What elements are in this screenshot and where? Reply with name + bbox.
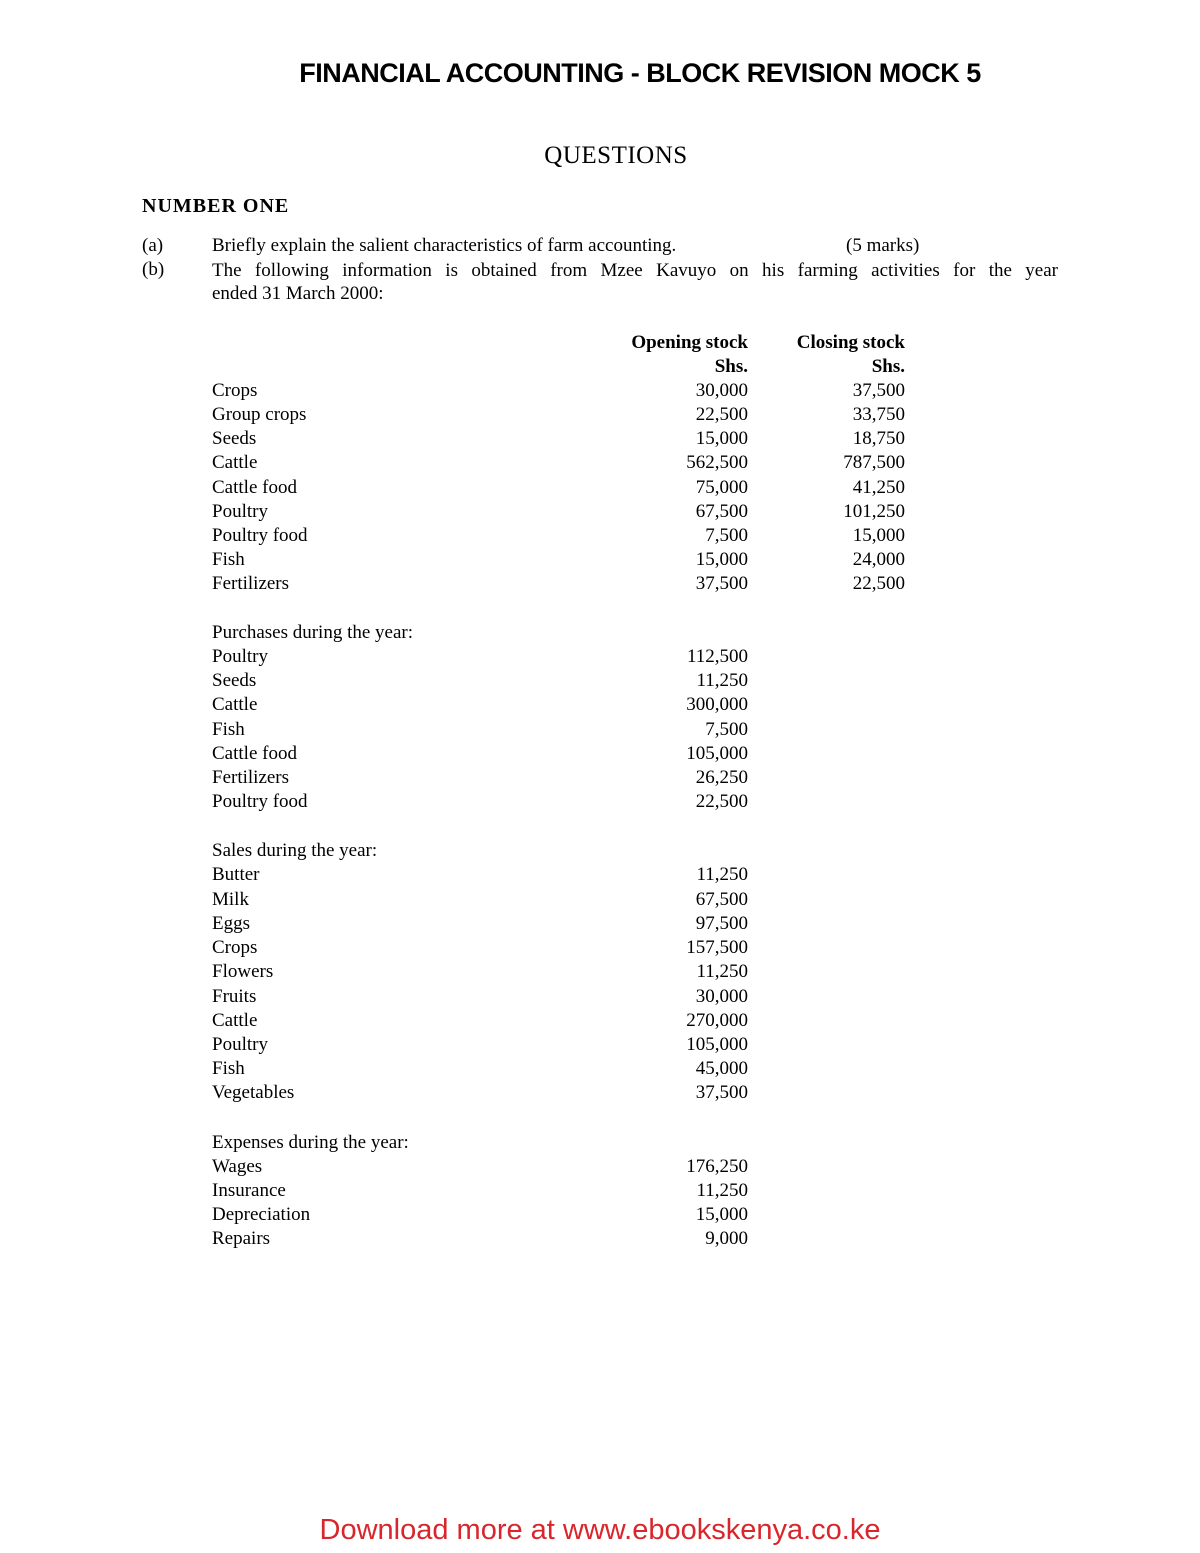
- purchase-amount: 105,000: [686, 743, 748, 764]
- sale-amount: 97,500: [695, 913, 748, 934]
- sale-item: Eggs: [212, 913, 250, 934]
- purchase-amount: 22,500: [695, 791, 748, 812]
- section-heading-questions: QUESTIONS: [544, 142, 688, 169]
- sale-item: Fruits: [212, 986, 257, 1007]
- purchase-item: Cattle: [212, 694, 258, 715]
- closing-stock-value: 15,000: [852, 525, 905, 546]
- sale-item: Butter: [212, 864, 260, 885]
- sale-item: Fish: [212, 1058, 245, 1079]
- purchase-amount: 7,500: [705, 719, 748, 740]
- expense-item: Insurance: [212, 1180, 286, 1201]
- sale-item: Flowers: [212, 961, 274, 982]
- sale-amount: 11,250: [696, 864, 748, 885]
- closing-stock-value: 41,250: [852, 477, 905, 498]
- column-unit-closing: Shs.: [871, 356, 905, 377]
- item-b-text: The following information is obtained from Mzee Kavuyo on his farming activities for the year: [212, 260, 1058, 281]
- sale-amount: 105,000: [686, 1034, 748, 1055]
- opening-stock-value: 75,000: [695, 477, 748, 498]
- sale-item: Crops: [212, 937, 258, 958]
- purchases-heading: Purchases during the year:: [212, 622, 414, 643]
- item-a-marks: (5 marks): [846, 235, 920, 256]
- closing-stock-value: 33,750: [852, 404, 905, 425]
- sale-item: Vegetables: [212, 1082, 295, 1103]
- column-heading-closing: Closing stock: [796, 332, 905, 353]
- opening-stock-value: 37,500: [695, 573, 748, 594]
- opening-stock-value: 15,000: [695, 428, 748, 449]
- column-heading-opening: Opening stock: [631, 332, 748, 353]
- opening-stock-value: 15,000: [695, 549, 748, 570]
- purchase-amount: 300,000: [686, 694, 748, 715]
- stock-item: Seeds: [212, 428, 257, 449]
- expense-amount: 15,000: [695, 1204, 748, 1225]
- expense-amount: 9,000: [705, 1228, 748, 1249]
- stock-item: Crops: [212, 380, 258, 401]
- sale-amount: 270,000: [686, 1010, 748, 1031]
- download-footer-link[interactable]: Download more at www.ebookskenya.co.ke: [319, 1514, 881, 1546]
- purchase-item: Poultry: [212, 646, 268, 667]
- stock-item: Poultry food: [212, 525, 308, 546]
- closing-stock-value: 787,500: [843, 452, 905, 473]
- opening-stock-value: 30,000: [695, 380, 748, 401]
- purchase-item: Cattle food: [212, 743, 297, 764]
- stock-item: Poultry: [212, 501, 268, 522]
- closing-stock-value: 24,000: [852, 549, 905, 570]
- sale-amount: 157,500: [686, 937, 748, 958]
- closing-stock-value: 22,500: [852, 573, 905, 594]
- purchase-item: Fertilizers: [212, 767, 290, 788]
- expense-amount: 176,250: [686, 1156, 748, 1177]
- question-number: NUMBER ONE: [142, 195, 290, 217]
- opening-stock-value: 67,500: [695, 501, 748, 522]
- expenses-heading: Expenses during the year:: [212, 1132, 409, 1153]
- sale-amount: 37,500: [695, 1082, 748, 1103]
- closing-stock-value: 101,250: [843, 501, 905, 522]
- purchase-amount: 11,250: [696, 670, 748, 691]
- closing-stock-value: 18,750: [852, 428, 905, 449]
- sale-item: Poultry: [212, 1034, 268, 1055]
- stock-item: Cattle food: [212, 477, 297, 498]
- item-a-text: Briefly explain the salient characteristics of farm accounting.: [212, 235, 677, 256]
- purchase-item: Fish: [212, 719, 245, 740]
- sale-amount: 11,250: [696, 961, 748, 982]
- sale-item: Cattle: [212, 1010, 258, 1031]
- sales-heading: Sales during the year:: [212, 840, 378, 861]
- stock-item: Cattle: [212, 452, 258, 473]
- sale-item: Milk: [212, 889, 249, 910]
- item-b-label: (b): [142, 259, 165, 280]
- stock-item: Fish: [212, 549, 245, 570]
- column-unit-opening: Shs.: [714, 356, 748, 377]
- item-b-text-continued: ended 31 March 2000:: [212, 283, 384, 304]
- item-a-label: (a): [142, 235, 164, 256]
- purchase-item: Poultry food: [212, 791, 308, 812]
- purchase-amount: 112,500: [686, 646, 748, 667]
- sale-amount: 67,500: [695, 889, 748, 910]
- expense-amount: 11,250: [696, 1180, 748, 1201]
- sale-amount: 30,000: [695, 986, 748, 1007]
- stock-item: Fertilizers: [212, 573, 290, 594]
- closing-stock-value: 37,500: [852, 380, 905, 401]
- purchase-amount: 26,250: [695, 767, 748, 788]
- opening-stock-value: 22,500: [695, 404, 748, 425]
- expense-item: Wages: [212, 1156, 263, 1177]
- expense-item: Repairs: [212, 1228, 271, 1249]
- opening-stock-value: 7,500: [705, 525, 748, 546]
- stock-item: Group crops: [212, 404, 307, 425]
- page-title: FINANCIAL ACCOUNTING - BLOCK REVISION MOCK 5: [299, 58, 981, 88]
- opening-stock-value: 562,500: [686, 452, 748, 473]
- sale-amount: 45,000: [695, 1058, 748, 1079]
- expense-item: Depreciation: [212, 1204, 311, 1225]
- purchase-item: Seeds: [212, 670, 257, 691]
